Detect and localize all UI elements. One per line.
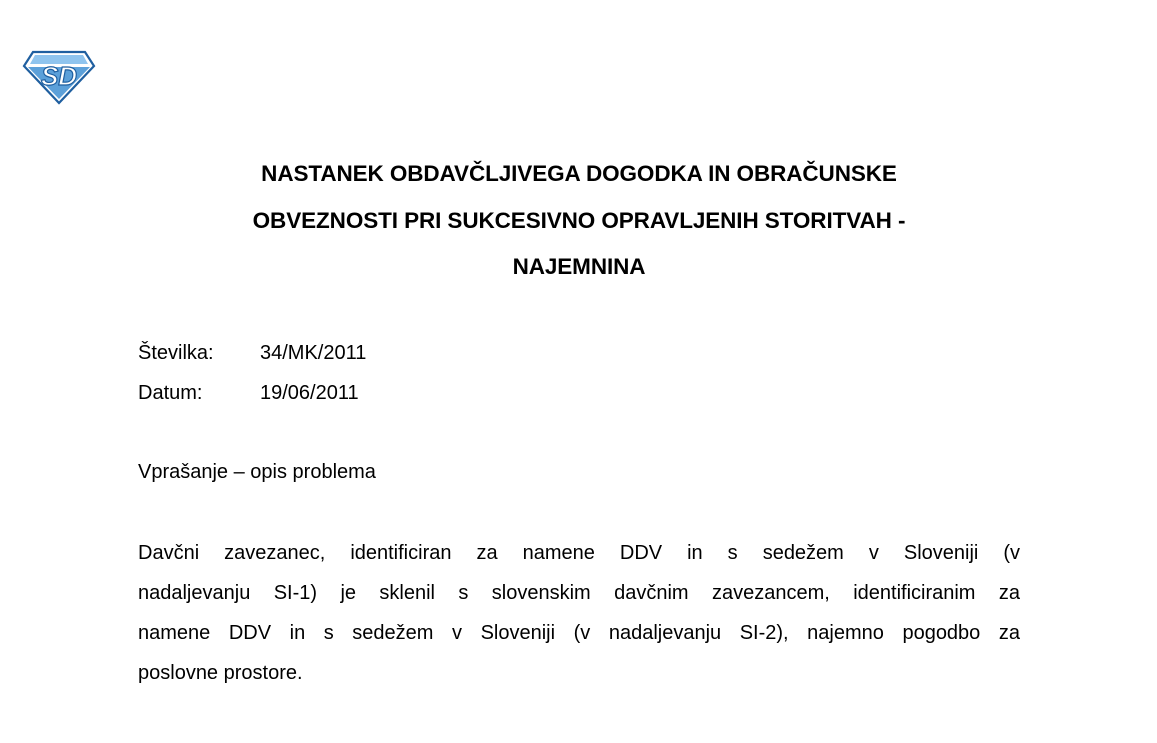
number-value: 34/MK/2011 (260, 342, 367, 364)
paragraph-line-1: Davčni zavezanec, identificiran za namene DDV in s sedežem v Sloveniji (v (138, 542, 1020, 564)
paragraph-line-2: nadaljevanju SI-1) je sklenil s slovenskim davčnim zavezancem, identificiranim za (138, 582, 1020, 604)
body-paragraph (138, 533, 1020, 693)
title-line-1: NASTANEK OBDAVČLJIVEGA DOGODKA IN OBRAČUNSKE (261, 161, 897, 186)
date-row (138, 381, 359, 405)
number-label: Številka: (138, 342, 214, 364)
paragraph-line-4: poslovne prostore. (138, 662, 303, 684)
company-logo-icon (22, 49, 96, 105)
paragraph-line-3: namene DDV in s sedežem v Sloveniji (v nadaljevanju SI-2), najemno pogodbo za (138, 622, 1020, 644)
document-title (138, 151, 1020, 291)
title-line-2: OBVEZNOSTI PRI SUKCESIVNO OPRAVLJENIH STORITVAH - (252, 207, 906, 233)
logo-lettering: SD (40, 61, 78, 91)
section-heading: Vprašanje – opis problema (138, 461, 376, 483)
date-label: Datum: (138, 382, 203, 404)
date-value: 19/06/2011 (260, 382, 359, 404)
title-line-3: NAJEMNINA (512, 254, 646, 279)
number-row (138, 341, 366, 365)
